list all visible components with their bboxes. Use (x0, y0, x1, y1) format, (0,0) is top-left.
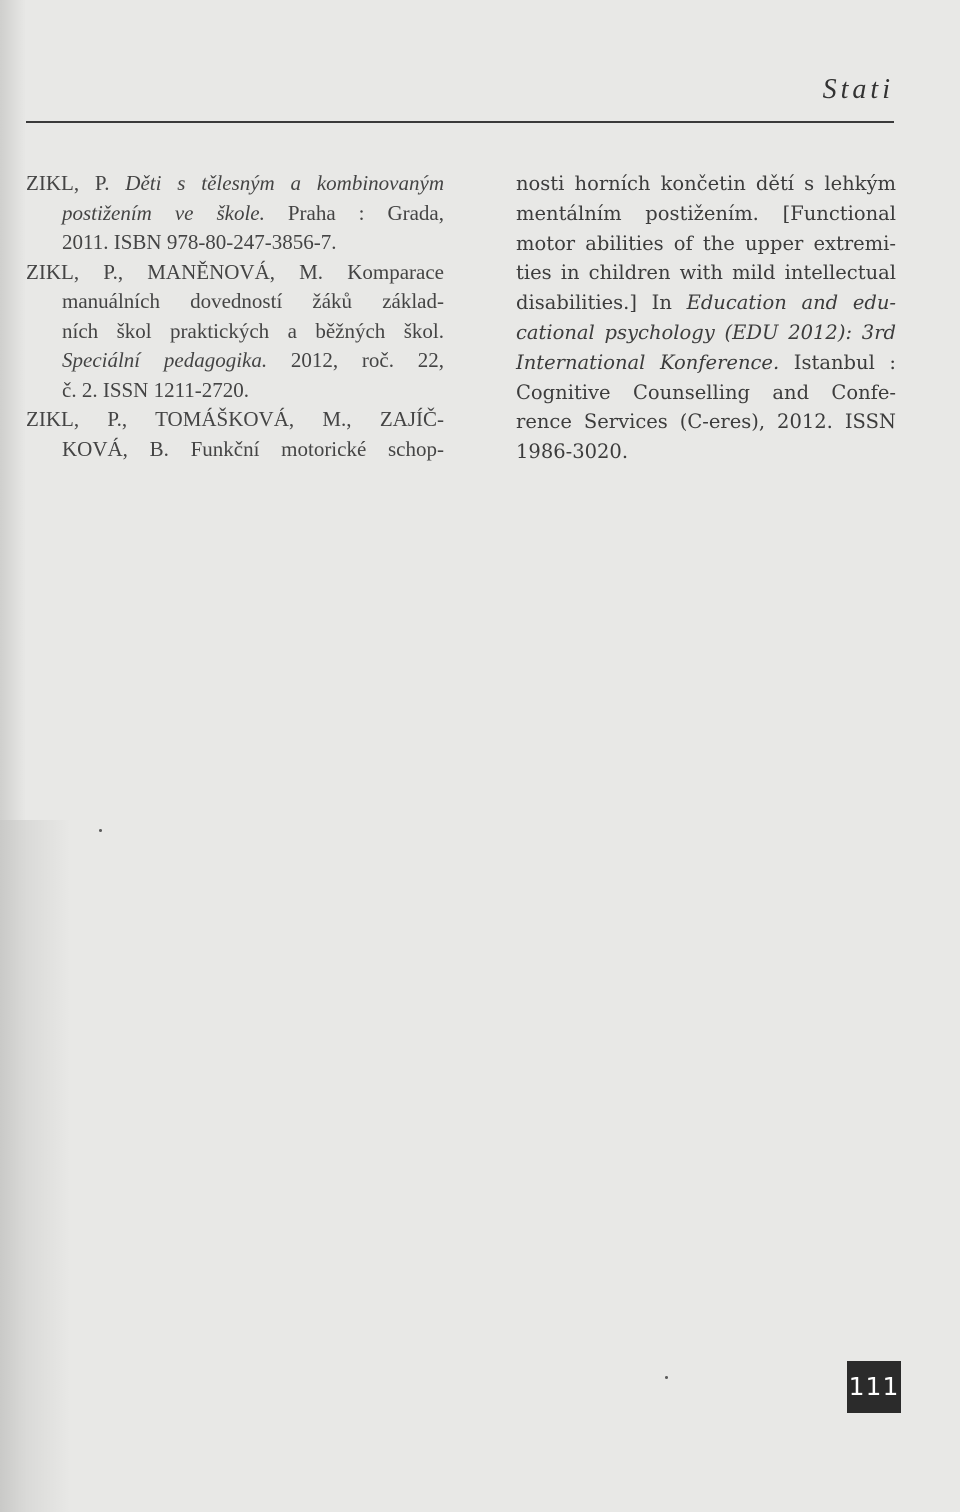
reference-3-cont-line-9: rence Services (C-eres), 2012. ISSN (516, 410, 896, 434)
reference-3-book-title: Education and edu- (686, 291, 896, 315)
reference-2-line-4: Speciální pedagogika. 2012, roč. 22, (62, 348, 444, 372)
reference-3-cont-line-1: nosti horních končetin dětí s lehkým (516, 172, 896, 195)
reference-3-book-title-end: International Konference. (516, 350, 780, 374)
reference-3-cont-line-7: International Konference. Istanbul : (516, 350, 896, 374)
references-left-column (26, 169, 444, 464)
reference-2-line-1: ZIKL, P., MANĚNOVÁ, M. Komparace (26, 259, 444, 284)
reference-2-line-5: č. 2. ISSN 1211-2720. (62, 377, 250, 402)
reference-1-title-cont: postižením ve škole. (62, 200, 265, 225)
reference-3-cont-line-10: 1986-3020. (516, 440, 629, 464)
reference-1-line-2: postižením ve škole. Praha : Grada, (62, 200, 444, 225)
reference-3-cont-line-4: ties in children with mild intellectual (516, 261, 896, 285)
references-right-column (516, 169, 896, 467)
reference-1-line-1: ZIKL, P. Děti s tělesným a kombinovaným (26, 171, 444, 195)
reference-3-cont-line-8: Cognitive Counselling and Confe- (516, 380, 896, 404)
binding-shadow-lower (0, 820, 70, 1512)
reference-2-line-3: ních škol praktických a běžných škol. (62, 318, 444, 343)
reference-3-cont-line-2: mentálním postižením. [Functional (516, 201, 896, 225)
header-rule (26, 121, 894, 123)
page-number-badge: 111 (847, 1361, 901, 1413)
reference-3-line-1: ZIKL, P., TOMÁŠKOVÁ, M., ZAJÍČ- (26, 407, 444, 431)
reference-3-cont-line-5: disabilities.] In Education and edu- (516, 291, 896, 315)
reference-1-line-3: 2011. ISBN 978-80-247-3856-7. (62, 230, 337, 254)
reference-3-line-2: KOVÁ, B. Funkční motorické schop- (62, 436, 444, 461)
paper-speck (99, 829, 102, 832)
reference-3-cont-line-6: cational psychology (EDU 2012): 3rd (516, 320, 896, 344)
reference-2-journal: Speciální pedagogika. (62, 348, 268, 372)
reference-2-line-2: manuálních dovedností žáků základ- (62, 289, 444, 313)
paper-speck (665, 1376, 668, 1379)
reference-3-cont-line-3: motor abilities of the upper extremi- (516, 231, 896, 255)
reference-1-title: Děti s tělesným a kombinovaným (125, 171, 444, 195)
running-head: Stati (822, 74, 894, 105)
